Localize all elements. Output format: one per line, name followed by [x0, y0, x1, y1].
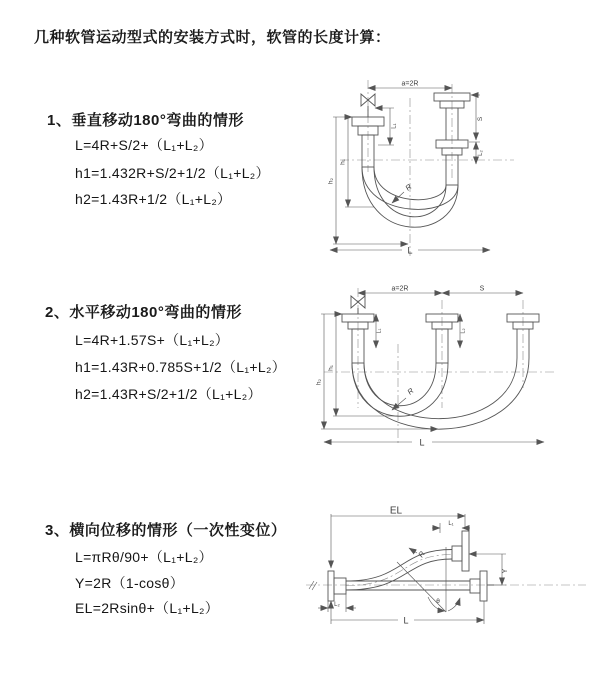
diagram-horizontal-180-bend [308, 284, 568, 454]
dimensions [318, 506, 509, 626]
dim-label-length: L [419, 437, 425, 448]
section-3-formula-EL: EL=2Rsinθ+（L₁+L₂） [75, 600, 220, 616]
section-3-heading: 3、横向位移的情形（一次性变位） [45, 522, 287, 539]
dim-label-h2: h₂ [315, 378, 323, 386]
diagram-lateral-displacement [298, 502, 592, 654]
dim-label-h1: h₁ [339, 159, 347, 165]
diagram-vertical-180-bend [318, 76, 528, 260]
dim-label-l1: L₁ [448, 521, 454, 527]
upper-flange [452, 531, 469, 571]
hose-displaced-position [346, 550, 452, 591]
dimensions [328, 81, 491, 256]
dim-label-radius: R [403, 182, 414, 193]
dim-label-s: S [477, 116, 484, 122]
dim-label-l2: L₂ [478, 150, 484, 156]
dim-label-el: EL [389, 505, 403, 517]
dim-label-span: a=2R [391, 285, 409, 293]
section-2-formula-h2: h2=1.43R+S/2+1/2（L₁+L₂） [75, 386, 262, 402]
page-title: 几种软管运动型式的安装方式时，软管的长度计算： [34, 29, 391, 46]
dimensions [316, 286, 545, 448]
section-2-formula-h1: h1=1.43R+0.785S+1/2（L₁+L₂） [75, 359, 286, 375]
dim-label-radius: R [416, 549, 427, 560]
dim-label-h2: h₂ [327, 177, 335, 185]
section-2-formula-L: L=4R+1.57S+（L₁+L₂） [75, 332, 230, 348]
dim-label-radius: R [405, 386, 416, 397]
section-1-heading: 1、垂直移动180°弯曲的情形 [47, 112, 244, 129]
dim-label-y: Y [502, 568, 509, 574]
dim-label-length: L [403, 615, 409, 626]
hose-u-bends [352, 358, 529, 429]
dim-label-s: S [479, 285, 485, 293]
dim-label-length: L [407, 245, 413, 256]
angle-construction [397, 547, 460, 612]
section-1-formula-h2: h2=1.43R+1/2（L₁+L₂） [75, 191, 232, 207]
right-flange [470, 571, 494, 601]
section-1-formula-h1: h1=1.432R+S/2+1/2（L₁+L₂） [75, 165, 270, 181]
dim-label-h1: h₁ [327, 365, 335, 371]
dim-label-span: a=2R [401, 80, 419, 88]
dim-label-l1: L₁ [376, 328, 383, 334]
centerlines [324, 285, 556, 446]
section-2-heading: 2、水平移动180°弯曲的情形 [45, 304, 242, 321]
dim-label-l1: L₁ [391, 123, 398, 129]
dim-label-l2: L₂ [460, 328, 467, 334]
dim-label-l2: L₂ [334, 602, 340, 608]
section-1-formula-L: L=4R+S/2+（L₁+L₂） [75, 137, 213, 153]
centerlines [340, 80, 514, 256]
section-3-formula-L: L=πRθ/90+（L₁+L₂） [75, 549, 213, 565]
section-3-formula-Y: Y=2R（1-cosθ） [75, 575, 185, 591]
dim-label-theta: θ [436, 598, 440, 605]
left-flange [328, 571, 346, 601]
